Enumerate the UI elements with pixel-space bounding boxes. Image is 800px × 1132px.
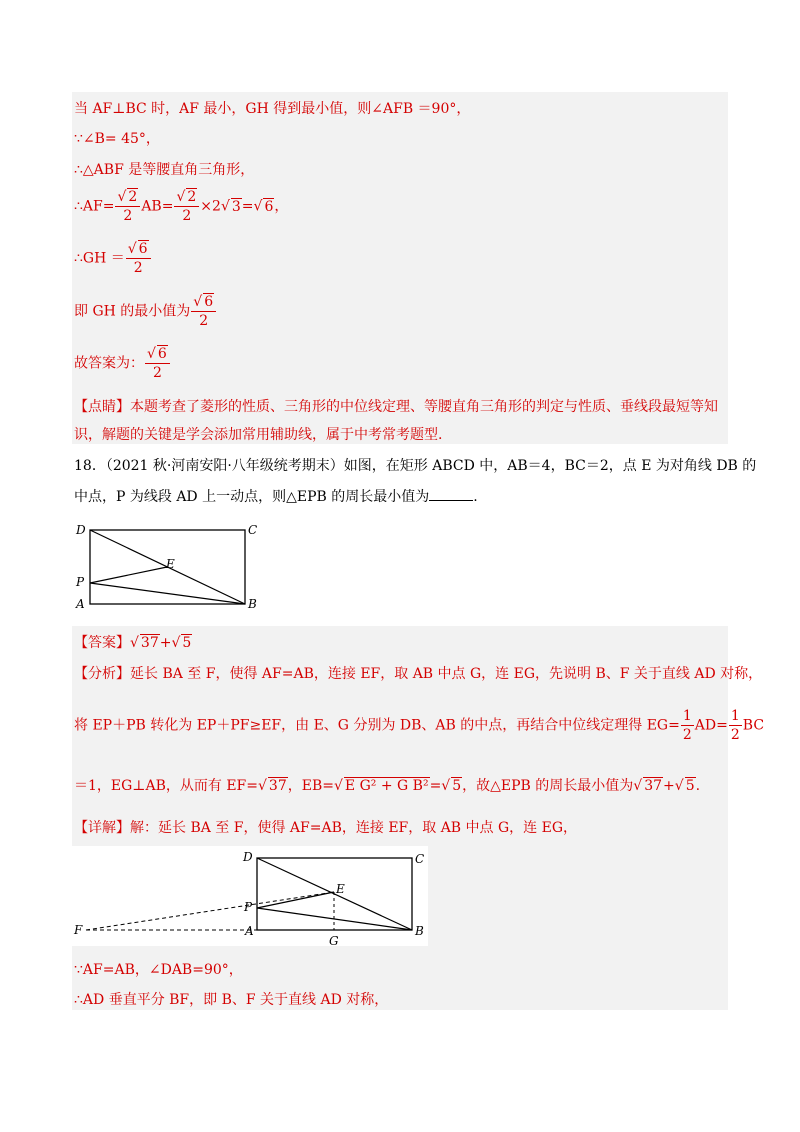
label-b: B [248,597,257,611]
analysis-line-2 [74,707,764,744]
label-p: P [76,575,85,589]
radicand-3: 3 [231,198,241,215]
text-ab: AB= [141,198,174,215]
analysis-text-3c: ，EB= [287,778,334,794]
detail-tag: 【详解】 [74,820,130,836]
rectangle-figure-1 [70,518,270,618]
radicand-6: 6 [264,198,274,215]
answer-blank [429,486,473,501]
analysis-text-3e: = [429,778,442,794]
text-comma: ， [274,198,289,215]
solution-line-4: ∴AF= $\frac{√ 2}{2}$ AB= $\frac{√ 2}{2}$ ×2√ 3=√ 6， [74,189,289,224]
detail-line-1 [74,818,577,838]
analysis-text-2c: BC [742,717,765,734]
label2-f: F [74,923,83,937]
radicand-5-a: 5 [452,778,462,794]
detail-line-2: ∵AF=AB，∠DAB=90°， [74,962,243,978]
solution-line-2: ∵∠B= 45°， [74,131,160,147]
solution-line-7 [74,345,171,382]
analysis-tag: 【分析】 [74,666,130,682]
text-equals: = [241,198,254,215]
text-min-gh: 即 GH 的最小值为 [74,303,191,320]
text-times-2: ×2 [200,198,221,215]
text-af: ∴AF= [74,198,115,215]
answer-line: 【答案】√ 37+√ 5 [74,635,192,651]
radicand-5-b: 5 [685,778,695,794]
label2-a: A [245,924,254,938]
radicand-eg-gb: E G² + G B² [344,778,429,794]
question-18-text-c: . [473,489,478,505]
label2-c: C [415,852,425,866]
fraction-sqrt6-over-2: $\frac{√ 6}{2}$ [126,240,151,277]
label2-g: G [329,934,339,946]
analysis-line-3: ＝1，EG⊥AB，从而有 EF=√ 37，EB=√ E G² + G B²=√ 5，故△EPB 的周长最小值为√ 37+√ 5. [74,778,701,794]
fraction-sqrt6-over-2-c: $\frac{√ 6}{2}$ [145,345,170,382]
label-e: E [166,557,175,571]
answer-plus: + [159,635,172,651]
solution-line-3: ∴△ABF 是等腰直角三角形， [74,162,255,178]
answer-radicand-5: 5 [182,635,192,651]
analysis-line-1 [74,664,762,684]
label2-d: D [243,850,253,864]
label-a: A [76,597,85,611]
label2-b: B [415,924,424,938]
analysis-text-2b: AD= [694,717,728,734]
text-gh: ∴GH ＝ [74,250,125,267]
answer-tag: 【答案】 [74,635,130,651]
solution-line-1: 当 AF⊥BC 时，AF 最小，GH 得到最小值，则∠AFB ＝90°， [74,101,471,117]
detail-text-1: 解：延长 BA 至 F，使得 AF=AB，连接 EF，取 AB 中点 G，连 EG， [130,820,578,836]
label2-e: E [336,882,345,896]
rectangle-figure-2 [72,846,432,946]
remark-line-1 [74,397,718,417]
analysis-text-2a: 将 EP＋PB 转化为 EP＋PF≥EF，由 E、G 分别为 DB、AB 的中点，再结合中位线定理得 EG= [74,717,680,734]
question-18-text-a: 中点，P 为线段 AD 上一动点，则 [74,489,287,505]
remark-line-2: 识，解题的关键是学会添加常用辅助线，属于中考常考题型. [74,427,443,443]
fraction-sqrt2-over-2: $\frac{√ 2}{2}$ [115,188,140,225]
radicand-37-b: 37 [644,778,663,794]
question-18-line-2 [74,486,478,507]
label-c: C [248,523,258,537]
detail-line-3: ∴AD 垂直平分 BF，即 B、F 关于直线 AD 对称， [74,992,389,1008]
fraction-sqrt2-over-2-b: $\frac{√ 2}{2}$ [174,188,199,225]
solution-17-background [72,92,728,444]
fraction-half-b: $\frac{1}{2}$ [730,708,740,743]
answer-radicand-37: 37 [140,635,159,651]
text-answer: 故答案为： [74,355,144,372]
label-d: D [76,523,86,537]
analysis-text-1: 延长 BA 至 F，使得 AF=AB，连接 EF，取 AB 中点 G，连 EG，先说明 B、F 关于直线 AD 对称， [130,666,763,682]
analysis-text-3k: . [695,778,701,794]
solution-line-6 [74,293,217,330]
analysis-text-3a: ＝1，EG⊥AB，从而有 EF= [74,778,258,794]
solution-line-5 [74,240,152,277]
analysis-text-3i: + [663,778,675,794]
radicand-37-a: 37 [268,778,287,794]
remark-tag: 【点睛】 [74,399,130,415]
question-18-text-b: △EPB 的周长最小值为 [286,489,430,505]
fraction-sqrt6-over-2-b: $\frac{√ 6}{2}$ [191,293,216,330]
fraction-half-a: $\frac{1}{2}$ [682,708,692,743]
analysis-text-3g: ，故△EPB 的周长最小值为 [462,778,634,794]
question-18-line-1: 18．（2021 秋·河南安阳·八年级统考期末）如图，在矩形 ABCD 中，AB＝4，BC＝2，点 E 为对角线 DB 的 [74,458,757,474]
remark-text-1: 本题考查了菱形的性质、三角形的中位线定理、等腰直角三角形的判定与性质、垂线段最短等知 [130,399,718,415]
label2-p: P [244,900,253,914]
